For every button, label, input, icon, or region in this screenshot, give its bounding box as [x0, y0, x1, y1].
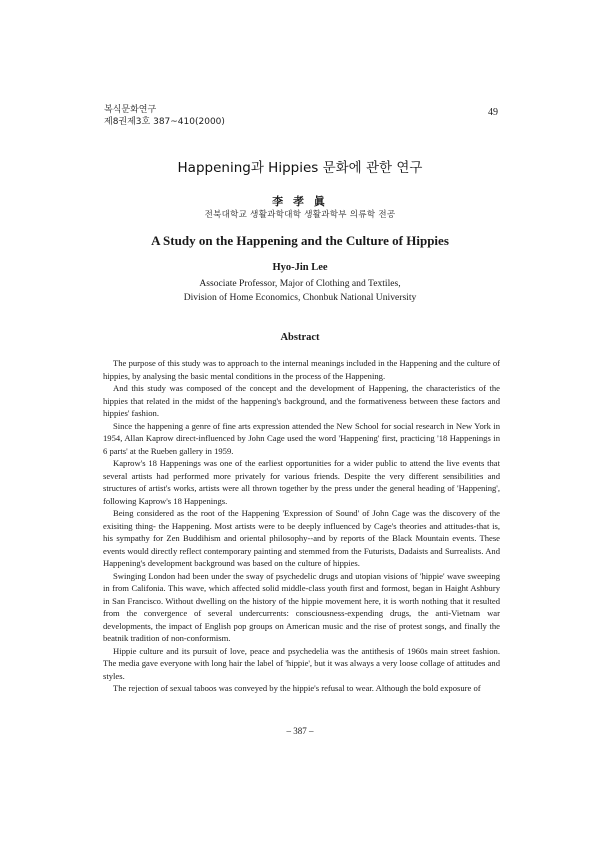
page-number-top: 49: [488, 107, 498, 118]
abstract-paragraph: The rejection of sexual taboos was conveyed by the hippie's refusal to wear. Although the bold exposure of: [113, 683, 481, 693]
english-title: A Study on the Happening and the Culture of Hippies: [151, 233, 449, 248]
abstract-paragraph: Swinging London had been under the sway of psychedelic drugs and utopian visions of 'hippie' wave sweeping in from Califonia. This wave, which affected solid middle-class youth first and formost, began in Haight Ashbury in San Francisco. Without dwelling on the history of the hippie movement here, it is worth nothing that it resulted from the convergence of several undercurrents: consciousness-expending drugs, the anti-Vietnam war developments, the impact of English pop groups on American music and the rise of protest songs, and finally the beatnik tradition of non-conformism.: [103, 570, 500, 643]
abstract-heading: Abstract: [280, 332, 320, 343]
abstract-paragraph: And this study was composed of the concept and the development of Happening, the characteristics of the hippies that related in the midst of the happening's background, and the formativeness between these factors and hippies' fashion.: [103, 383, 500, 418]
journal-info: [104, 104, 225, 128]
abstract-paragraph: The purpose of this study was to approach to the internal meanings included in the Happening and the culture of hippies, by analysing the basic mental conditions in the process of the Happening.: [103, 358, 500, 381]
footer-page-number: – 387 –: [286, 726, 314, 736]
affiliation-line-2: Division of Home Economics, Chonbuk National University: [183, 292, 417, 303]
korean-title: Happening과 Hippies 문화에 관한 연구: [177, 160, 423, 176]
korean-author: 李 孝 眞: [272, 195, 328, 208]
korean-affiliation: 전북대학교 생활과학대학 생활과학부 의류학 전공: [204, 210, 396, 220]
journal-volume: 제8권제3호 387~410(2000): [104, 117, 225, 127]
english-author: Hyo-Jin Lee: [272, 262, 328, 273]
abstract-paragraph: Since the happening a genre of fine arts expression attended the New School for social research in New York in 1954, Allan Kaprow direct-influenced by John Cage used the word 'Happening' first, practicing '18 Happenings in 6 parts' at the Rueben gallery in 1959.: [103, 420, 500, 456]
abstract-paragraph: Kaprow's 18 Happenings was one of the earliest opportunities for a wider public to attend the live events that several artists had performed more privately for various friends. Despite the very different sensibilities and structures of artist's works, artists were all thrown together by the press under the general heading of 'Happening', following Kaprow's 18 Happenings.: [103, 458, 500, 506]
english-affiliation: [0, 277, 600, 305]
abstract-paragraph: Hippie culture and its pursuit of love, peace and psychedelia was the antithesis of 1960s main street fashion. The media gave everyone with long hair the label of 'hippie', but it was always a very loose collage of attitudes and styles.: [103, 645, 500, 681]
journal-name: 복식문화연구: [104, 105, 157, 115]
affiliation-line-1: Associate Professor, Major of Clothing and Textiles,: [199, 278, 401, 289]
abstract-body: [103, 357, 500, 695]
abstract-paragraph: Being considered as the root of the Happening 'Expression of Sound' of John Cage was the discovery of the exisiting thing- the Happening. Most artists were to be deeply influenced by Cage's theories and attitudes-that is, his sympathy for Zen Buddihism and oriental philosophy--and by reports of the Black Mountain events. These events would directly reflect contemporary painting and stemmed from the Futurists, Dadaists and Surrealists. And Happening's development background was based on the culture of hippies.: [103, 508, 500, 568]
